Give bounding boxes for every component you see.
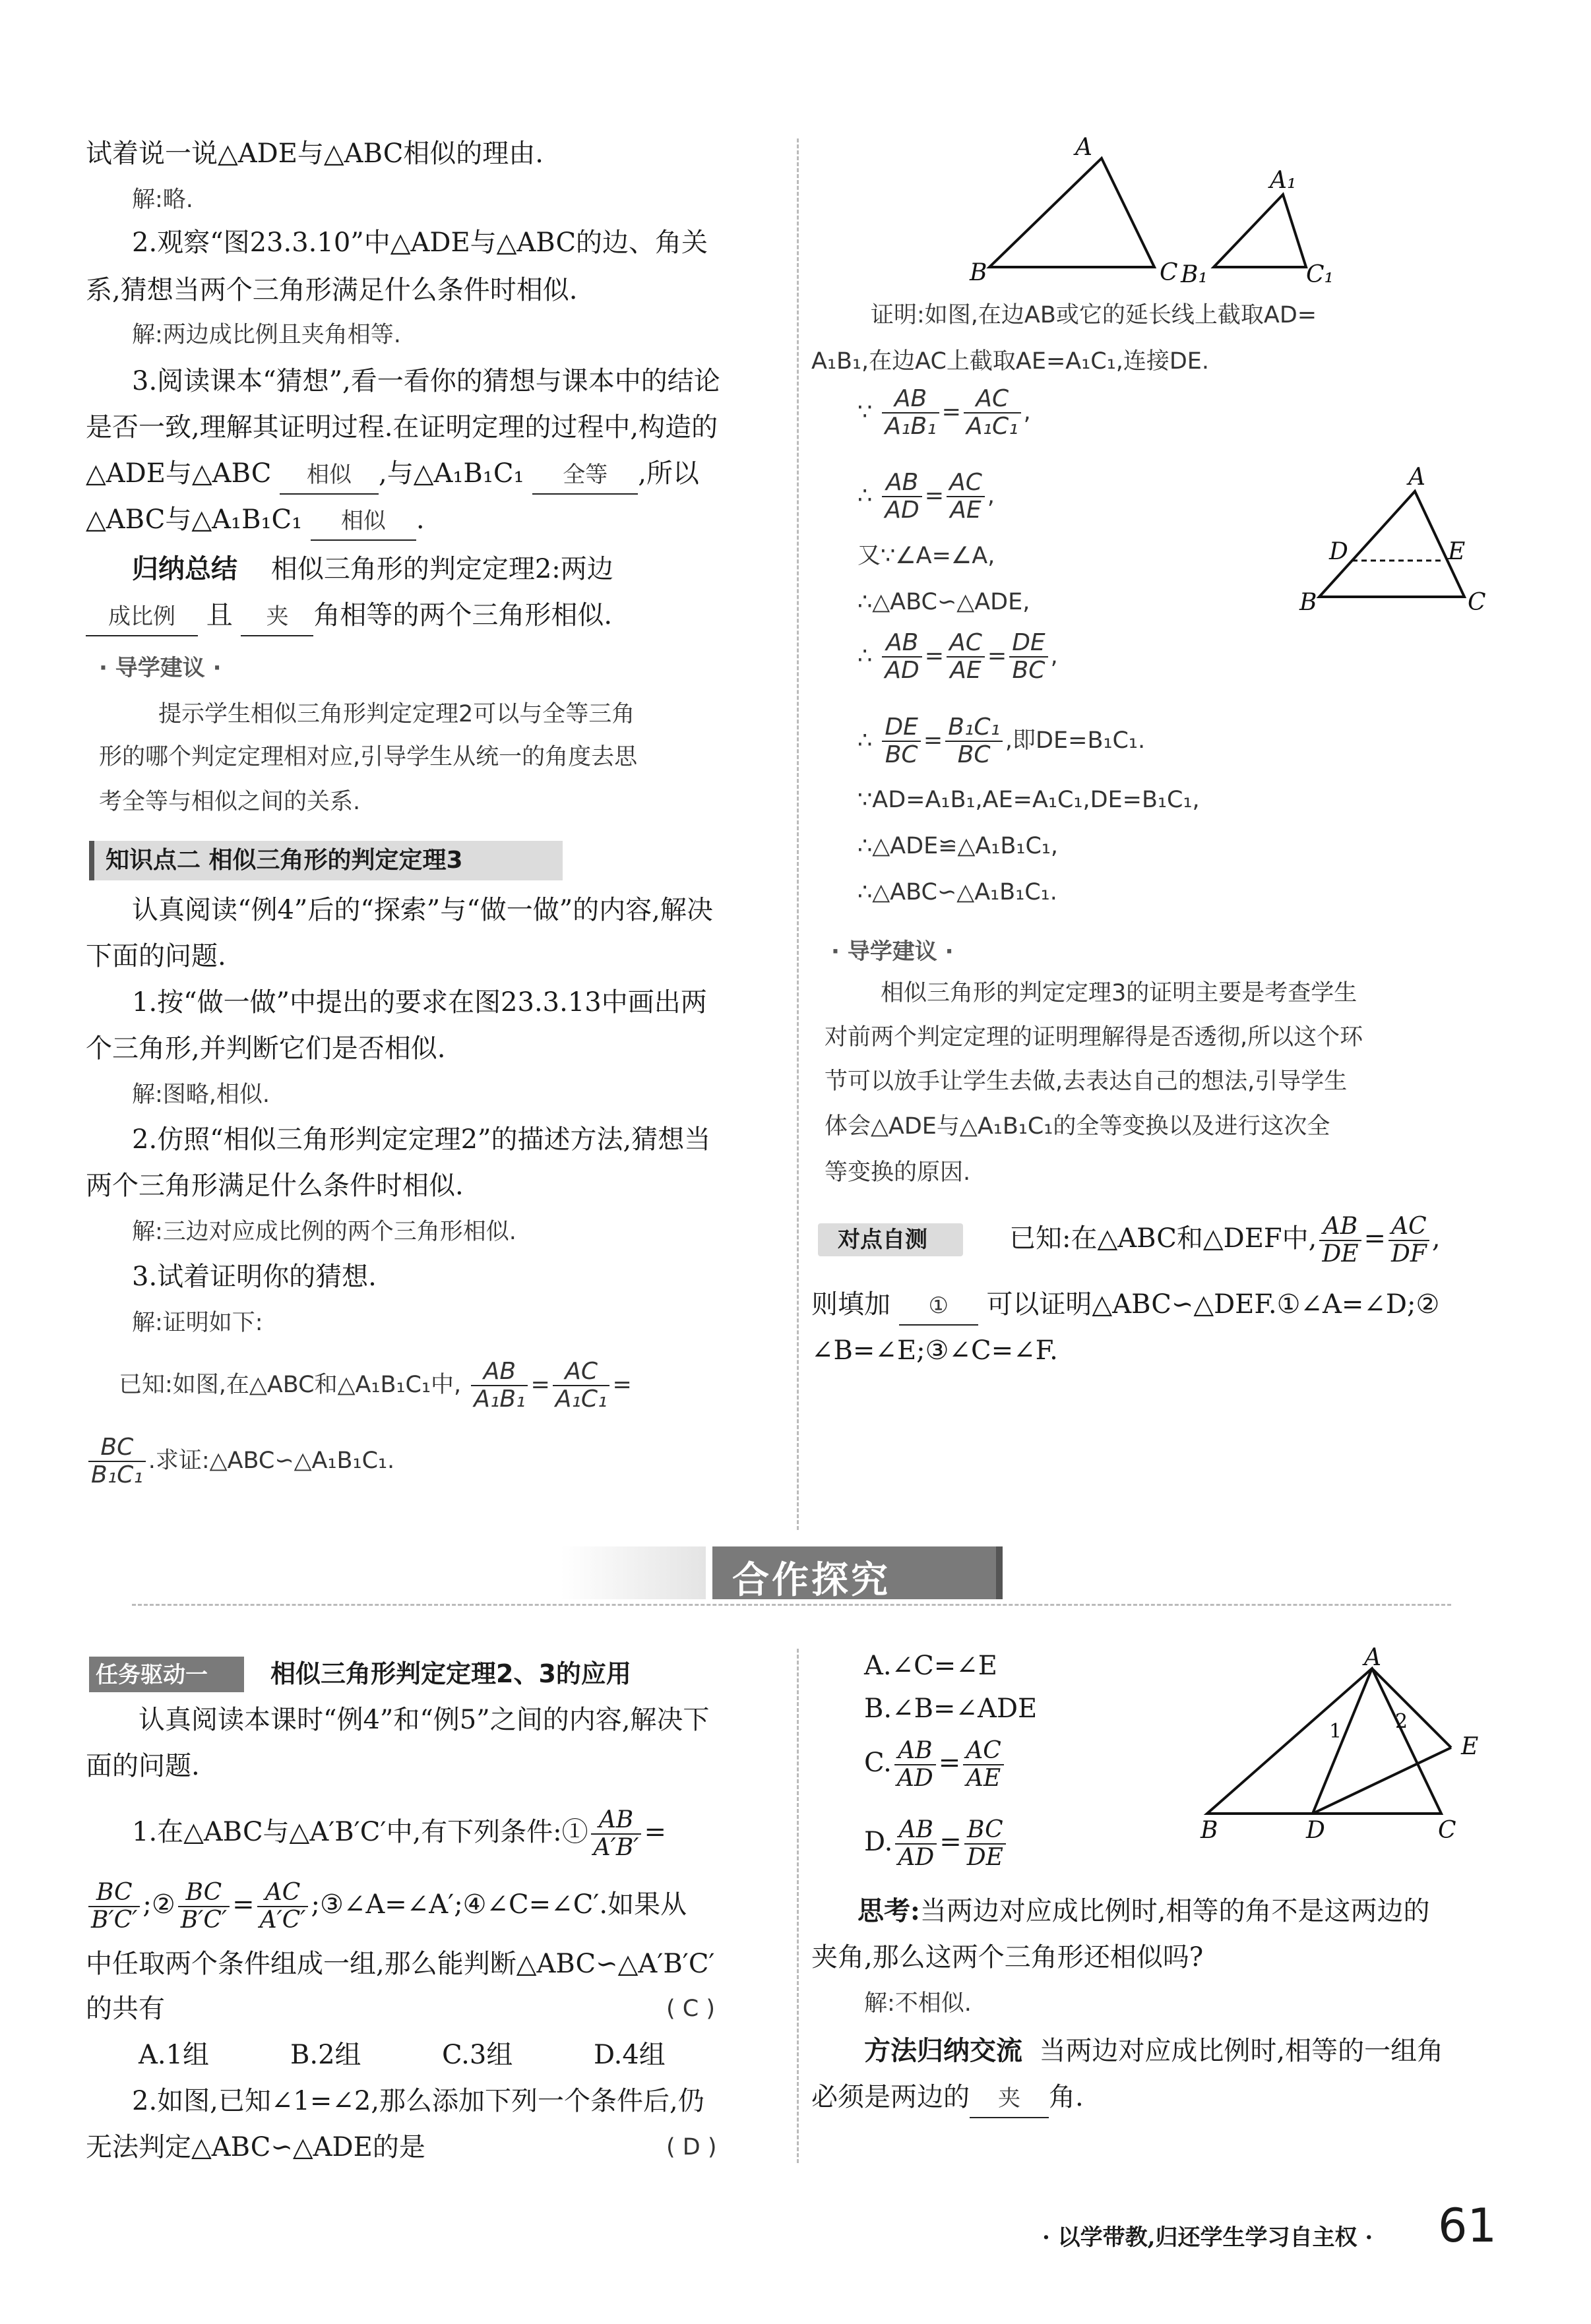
angle-1-label: 1: [1329, 1720, 1342, 1743]
frac-den: A₁B₁: [474, 1386, 526, 1413]
figure-triangle-abc-ade: [1187, 1645, 1491, 1856]
frac-num: AC: [553, 1359, 610, 1386]
frac-num: AC: [257, 1880, 309, 1907]
kp2-intro-a: 认真阅读“例4”后的“探索”与“做一做”的内容,解决: [132, 895, 713, 925]
frac-den: DE: [1322, 1240, 1359, 1268]
frac-den: DE: [966, 1844, 1003, 1871]
label-e: E: [1448, 538, 1466, 565]
label-e: E: [1461, 1733, 1479, 1760]
page-number: 61: [1438, 2199, 1497, 2253]
guide-1-line-2: 形的哪个判定定理相对应,引导学生从统一的角度去思: [99, 744, 638, 770]
label-d: D: [1329, 538, 1348, 565]
task-q1-line-b: [86, 1880, 687, 1934]
self-test-line-c: ∠B=∠E;③∠C=∠F.: [811, 1335, 1058, 1366]
frac-num: BC: [88, 1880, 140, 1907]
frac-num: AB: [895, 1817, 937, 1845]
frac-den: A₁C₁: [966, 413, 1018, 440]
q3-line-b: 是否一致,理解其证明过程.在证明定理的过程中,构造的: [86, 412, 718, 443]
frac-ab-ad-2: [895, 1817, 937, 1871]
section-banner-line: [132, 1604, 1451, 1606]
frac-bc-b1c1: [88, 1434, 146, 1488]
summary-end: 角相等的两个三角形相似.: [313, 600, 613, 630]
frac-ab-a1b1: [882, 386, 939, 440]
frac-den: A′C′: [259, 1907, 306, 1934]
frac-bc-bpcp-2: [178, 1880, 230, 1934]
guide-2-line-3: 节可以放手让学生去做,去表达自己的想法,引导学生: [825, 1068, 1348, 1095]
guide-label-1: · 导学建议 ·: [99, 655, 222, 681]
circled-2: ;②: [142, 1889, 175, 1920]
kp2-q2-b: 两个三角形满足什么条件时相似.: [86, 1171, 464, 1201]
self-test-blank[interactable]: ①: [899, 1287, 978, 1326]
section-title: 合作探究: [732, 1559, 890, 1602]
task-q1-c: ;③∠A=∠A′;④∠C=∠C′.如果从: [311, 1889, 687, 1920]
q3-blank-3[interactable]: 相似: [311, 503, 416, 541]
frac-num: AB: [471, 1359, 528, 1386]
self-test-b1: 则填加: [811, 1289, 890, 1320]
frac-den: BC: [1012, 657, 1045, 684]
summary-line-b: [86, 597, 612, 636]
equals-sign: =: [938, 1748, 961, 1778]
kp2-q2-solution: 解:三边对应成比例的两个三角形相似.: [132, 1219, 516, 1245]
method-line-b: [811, 2079, 1084, 2118]
q3-blank-1[interactable]: 相似: [280, 456, 379, 495]
triangle-abc-shape-3: [1207, 1668, 1441, 1814]
frac-den: BC: [885, 741, 918, 768]
q3-d2: .: [416, 505, 425, 535]
task-q1-a: 1.在△ABC与△A′B′C′中,有下列条件:①: [132, 1817, 588, 1847]
proof-step-3: 又∵∠A=∠A,: [858, 543, 995, 569]
frac-den: AE: [950, 497, 982, 524]
equals-sign: =: [941, 399, 961, 425]
equals-sign: =: [924, 643, 945, 669]
figure-triangle-a1b1c1: [1174, 165, 1346, 290]
label-c: C: [1160, 259, 1178, 284]
frac-ac-df: [1388, 1213, 1429, 1268]
task-q1-option-d: D.4组: [594, 2040, 666, 2070]
q3-c2: ,与△A₁B₁C₁: [379, 458, 524, 489]
kp2-known-line: [119, 1359, 632, 1413]
q2-line-b: 系,猜想当两个三角形满足什么条件时相似.: [86, 275, 578, 305]
kp2-q3-solution: 解:证明如下:: [132, 1310, 263, 1336]
method-a: 当两边对应成比例时,相等的一组角: [1039, 2036, 1444, 2066]
angle-2-label: 2: [1395, 1710, 1408, 1733]
method-b2: 角.: [1049, 2082, 1084, 2112]
frac-num: AC: [964, 386, 1021, 413]
guide-2-line-5: 等变换的原因.: [825, 1159, 971, 1186]
label-b: B: [1299, 589, 1317, 616]
self-test-line-a: [1009, 1213, 1441, 1268]
triangle-abc-shape: [989, 158, 1154, 267]
equals-sign: =: [923, 727, 943, 754]
frac-den: B′C′: [91, 1907, 138, 1934]
kp2-known-line-2: [86, 1434, 394, 1488]
frac-num: AC: [947, 470, 985, 497]
equals-sign: =: [1363, 1223, 1387, 1254]
frac-ac-ae: [947, 470, 985, 524]
frac-den: AE: [966, 1765, 1001, 1792]
proof-step-4: ∴△ABC∽△ADE,: [858, 589, 1030, 615]
because-symbol: ∵: [858, 399, 873, 425]
frac-ab-ad: [894, 1738, 936, 1792]
segment-de: [1313, 1748, 1451, 1814]
kp2-q1-a: 1.按“做一做”中提出的要求在图23.3.13中画出两: [132, 987, 707, 1018]
summary-line-a: [132, 551, 613, 588]
task-q2-option-c: [864, 1738, 1007, 1792]
label-b: B: [970, 259, 987, 284]
frac-ac-apcp: [257, 1880, 309, 1934]
task-q2-option-b: B.∠B=∠ADE: [864, 1694, 1038, 1724]
label-a: A: [1364, 1645, 1381, 1671]
frac-num: BC: [964, 1817, 1006, 1845]
figure-triangle-ade: [1293, 462, 1491, 620]
frac-den: BC: [957, 741, 991, 768]
label-d: D: [1306, 1817, 1325, 1844]
frac-den: AD: [885, 497, 920, 524]
frac-num: DE: [882, 714, 920, 742]
frac-den: B₁C₁: [91, 1461, 143, 1488]
task-intro-a: 认真阅读本课时“例4”和“例5”之间的内容,解决下: [139, 1705, 710, 1735]
proof-de-eq: ,即DE=B₁C₁.: [1005, 727, 1146, 754]
column-divider: [797, 138, 799, 1530]
summary-mid: 且: [206, 600, 233, 630]
frac-num: AC: [947, 630, 985, 657]
frac-ac-ae: [963, 1738, 1004, 1792]
equals-sign: =: [530, 1372, 550, 1398]
segment-ad: [1313, 1668, 1372, 1814]
q3-c1: △ADE与△ABC: [86, 458, 272, 489]
frac-de-bc: [1009, 630, 1047, 684]
frac-den: A₁C₁: [555, 1386, 608, 1413]
self-test-b2: 可以证明△ABC∽△DEF.①∠A=∠D;②: [986, 1289, 1440, 1320]
frac-num: AB: [1319, 1213, 1361, 1241]
figure-triangle-abc: [956, 132, 1194, 284]
frac-ab-apbp: [591, 1807, 642, 1861]
task-intro-b: 面的问题.: [86, 1751, 200, 1781]
frac-ab-ad: [882, 630, 921, 684]
frac-num: DE: [1009, 630, 1047, 657]
q1-solution: 解:略.: [132, 187, 193, 213]
footer-slogan: · 以学带教,归还学生学习自主权 ·: [1042, 2224, 1373, 2251]
guide-2-line-4: 体会△ADE与△A₁B₁C₁的全等变换以及进行这次全: [825, 1113, 1330, 1140]
therefore-symbol: ∴: [858, 643, 873, 669]
frac-den: A′B′: [593, 1834, 639, 1861]
q2-line-a: 2.观察“图23.3.10”中△ADE与△ABC的边、角关: [132, 228, 708, 258]
frac-ac-a1c1: [964, 386, 1021, 440]
guide-2-line-1: 相似三角形的判定定理3的证明主要是考查学生: [881, 980, 1357, 1006]
q3-line-d: [86, 501, 425, 541]
label-c1: C₁: [1306, 261, 1334, 288]
guide-1-line-1: 提示学生相似三角形判定定理2可以与全等三角: [158, 701, 635, 727]
label-a: A: [1408, 464, 1425, 491]
frac-num: AB: [882, 470, 921, 497]
frac-den: AD: [885, 657, 920, 684]
equals-sign: =: [644, 1817, 666, 1847]
frac-num: AB: [882, 630, 921, 657]
triangle-a1b1c1-shape: [1214, 195, 1306, 267]
label-a: A: [1075, 134, 1092, 161]
comma: ,: [987, 483, 995, 509]
q3-line-c: [86, 455, 699, 495]
summary-label: 归纳总结: [132, 553, 237, 584]
comma: ,: [1023, 399, 1031, 425]
frac-den: AD: [896, 1765, 933, 1792]
think-solution: 解:不相似.: [864, 1990, 972, 2017]
think-a: 当两边对应成比例时,相等的角不是这两边的: [920, 1896, 1430, 1926]
frac-num: AC: [1388, 1213, 1429, 1241]
task-q1-line-e: 的共有: [86, 1994, 165, 2024]
comma: ,: [1431, 1223, 1441, 1254]
q3-line-a: 3.阅读课本“猜想”,看一看你的猜想与课本中的结论: [132, 366, 720, 396]
task-q2-answer: ( D ): [666, 2134, 717, 2160]
frac-num: B₁C₁: [945, 714, 1003, 742]
frac-bc-bpcp: [88, 1880, 140, 1934]
self-test-line-b: [811, 1286, 1439, 1326]
column-divider-bottom: [797, 1649, 799, 2163]
method-label: 方法归纳交流: [864, 2035, 1022, 2066]
proof-step-7: ∵AD=A₁B₁,AE=A₁C₁,DE=B₁C₁,: [858, 787, 1200, 813]
segment-ae: [1372, 1668, 1451, 1748]
q3-d1: △ABC与△A₁B₁C₁: [86, 505, 303, 535]
task-q2-option-a: A.∠C=∠E: [864, 1651, 997, 1681]
frac-bc-de: [964, 1817, 1006, 1871]
equals-sign: =: [612, 1372, 632, 1398]
kp2-known-prefix: 已知:如图,在△ABC和△A₁B₁C₁中,: [119, 1372, 462, 1398]
proof-line-1: 证明:如图,在边AB或它的延长线上截取AD=: [871, 302, 1317, 328]
kp2-q3: 3.试着证明你的猜想.: [132, 1262, 377, 1292]
guide-label-2: · 导学建议 ·: [831, 938, 954, 965]
frac-b1c1-bc: [945, 714, 1003, 768]
therefore-symbol: ∴: [858, 483, 873, 509]
proof-step-9: ∴△ABC∽△A₁B₁C₁.: [858, 879, 1057, 905]
equals-sign: =: [232, 1889, 255, 1920]
task-q1-option-b: B.2组: [290, 2040, 361, 2070]
task-q2-line-b: 无法判定△ABC∽△ADE的是: [86, 2132, 425, 2162]
frac-den: AE: [950, 657, 982, 684]
task-q1-option-c: C.3组: [442, 2040, 513, 2070]
equals-sign: =: [987, 643, 1007, 669]
frac-ac-ae: [947, 630, 985, 684]
frac-num: AC: [963, 1738, 1004, 1765]
think-line-b: 夹角,那么这两个三角形还相似吗?: [811, 1942, 1204, 1972]
option-d-letter: D.: [864, 1827, 893, 1857]
task-q1-option-a: A.1组: [139, 2040, 210, 2070]
comma: ,: [1050, 643, 1058, 669]
method-blank[interactable]: 夹: [970, 2080, 1049, 2118]
task-q1-line-a: [132, 1807, 666, 1861]
summary-blank-2[interactable]: 夹: [241, 598, 313, 636]
frac-num: BC: [178, 1880, 230, 1907]
frac-ab-de: [1319, 1213, 1361, 1268]
guide-2-line-2: 对前两个判定定理的证明理解得是否透彻,所以这个环: [825, 1024, 1363, 1051]
summary-text: 相似三角形的判定定理2:两边: [270, 554, 613, 584]
label-c: C: [1438, 1817, 1456, 1844]
task-q1-line-d: 中任取两个条件组成一组,那么能判断△ABC∽△A′B′C′: [86, 1949, 715, 1979]
proof-step-5: [858, 630, 1058, 684]
kp2-title: 知识点二 相似三角形的判定定理3: [106, 847, 463, 874]
kp2-q1-solution: 解:图略,相似.: [132, 1082, 270, 1108]
q3-c3: ,所以: [638, 458, 699, 489]
task-q2-option-d: [864, 1817, 1009, 1871]
q3-blank-2[interactable]: 全等: [532, 456, 638, 495]
label-b: B: [1201, 1817, 1218, 1844]
think-line-a: [858, 1893, 1429, 1930]
task-q2-line-a: 2.如图,已知∠1=∠2,那么添加下列一个条件后,仍: [132, 2086, 704, 2116]
proof-step-8: ∴△ADE≌△A₁B₁C₁,: [858, 833, 1059, 859]
proof-step-1: [858, 386, 1031, 440]
self-test-label: 对点自测: [838, 1227, 927, 1253]
equals-sign: =: [939, 1827, 962, 1857]
method-line-a: [864, 2033, 1443, 2069]
frac-den: B′C′: [180, 1907, 228, 1934]
frac-den: DF: [1391, 1240, 1427, 1268]
frac-num: AB: [882, 386, 939, 413]
task-label: 任务驱动一: [96, 1662, 208, 1688]
think-label: 思考:: [858, 1895, 920, 1926]
task-title: 相似三角形判定定理2、3的应用: [270, 1659, 631, 1688]
q2-solution: 解:两边成比例且夹角相等.: [132, 322, 401, 348]
frac-ac-a1c1: [553, 1359, 610, 1413]
self-test-a: 已知:在△ABC和△DEF中,: [1009, 1223, 1317, 1254]
equals-sign: =: [924, 483, 945, 509]
frac-ab-a1b1: [471, 1359, 528, 1413]
label-c: C: [1468, 589, 1486, 616]
kp2-q1-b: 个三角形,并判断它们是否相似.: [86, 1033, 446, 1064]
proof-step-2: [858, 470, 995, 524]
summary-blank-1[interactable]: 成比例: [86, 598, 198, 636]
proof-step-6: [858, 714, 1145, 768]
task-q1-answer: ( C ): [666, 1996, 715, 2022]
frac-den: AD: [898, 1844, 935, 1871]
kp2-intro-b: 下面的问题.: [86, 941, 226, 971]
option-c-letter: C.: [864, 1748, 892, 1778]
kp2-q2-a: 2.仿照“相似三角形判定定理2”的描述方法,猜想当: [132, 1124, 711, 1155]
proof-line-2: A₁B₁,在边AC上截取AE=A₁C₁,连接DE.: [811, 348, 1210, 375]
method-b1: 必须是两边的: [811, 2082, 970, 2112]
label-b1: B₁: [1181, 261, 1208, 288]
frac-num: AB: [591, 1807, 642, 1835]
frac-de-bc: [882, 714, 920, 768]
guide-1-line-3: 考全等与相似之间的关系.: [99, 789, 361, 815]
therefore-symbol: ∴: [858, 727, 873, 754]
frac-num: BC: [88, 1434, 146, 1462]
frac-num: AB: [894, 1738, 936, 1765]
frac-den: A₁B₁: [885, 413, 937, 440]
q1-tail: 试着说一说△ADE与△ABC相似的理由.: [86, 138, 544, 169]
label-a1: A₁: [1270, 167, 1297, 194]
kp2-known-suffix: .求证:△ABC∽△A₁B₁C₁.: [148, 1448, 395, 1474]
section-banner-fade: [561, 1546, 706, 1599]
frac-ab-ad: [882, 470, 921, 524]
